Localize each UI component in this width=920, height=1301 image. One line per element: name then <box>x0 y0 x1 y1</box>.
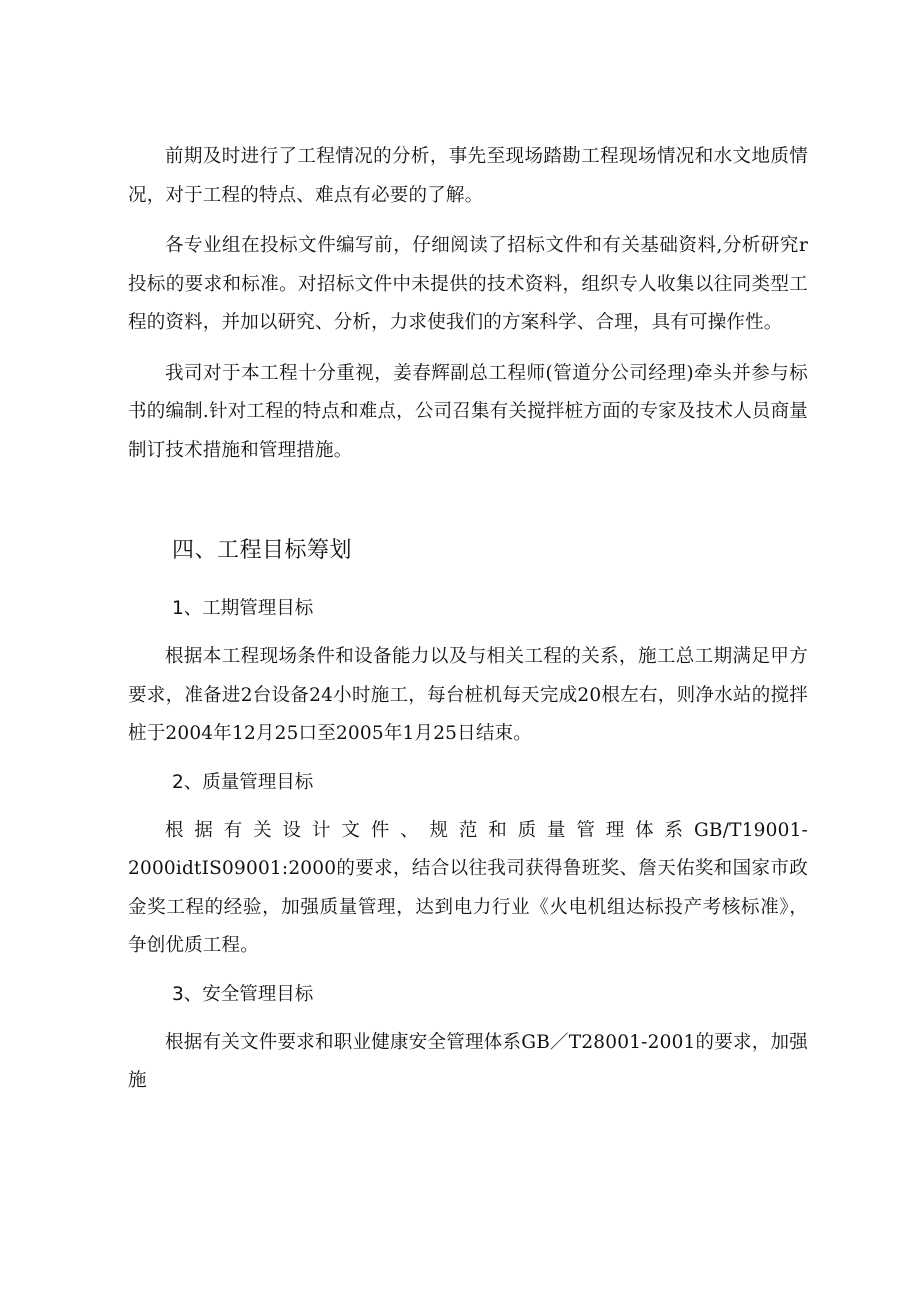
subsection-body-schedule: 根据本工程现场条件和设备能力以及与相关工程的关系，施工总工期满足甲方要求，准备进2台设备24小时施工，每台桩机每天完成20根左右，则净水站的搅拌桩于2004年12月25口至2005年1月25日结束。 <box>128 646 808 744</box>
subsection-title-quality: 2、质量管理目标 <box>172 771 314 793</box>
intro-paragraph-2: 各专业组在投标文件编写前，仔细阅读了招标文件和有关基础资料,分析研究r投标的要求和标准。对招标文件中未提供的技术资料，组织专人收集以往同类型工程的资料，并加以研究、分析，力求使我们的方案科学、合理，具有可操作性。 <box>128 235 808 333</box>
subsection-body-quality: 根据有关设计文件、规范和质量管理体系GB/T19001-2000idtIS09001:2000的要求，结合以往我司获得鲁班奖、詹天佑奖和国家市政金奖工程的经验，加强质量管理，达到电力行业《火电机组达标投产考核标准》，争创优质工程。 <box>128 819 808 956</box>
section-heading: 四、工程目标筹划 <box>172 538 353 563</box>
intro-paragraph-1: 前期及时进行了工程情况的分析，事先至现场踏勘工程现场情况和水文地质情况，对于工程的特点、难点有必要的了解。 <box>128 146 808 206</box>
subsection-title-schedule: 1、工期管理目标 <box>172 598 314 619</box>
subsection-title-safety: 3、安全管理目标 <box>172 983 314 1005</box>
intro-paragraph-3: 我司对于本工程十分重视，姜春辉副总工程师(管道分公司经理)牵头并参与标书的编制.针对工程的特点和难点，公司召集有关搅拌桩方面的专家及技术人员商量制订技术措施和管理措施。 <box>128 362 808 461</box>
section-body <box>128 590 808 1101</box>
section-spacer <box>128 470 808 534</box>
subsection-body-safety: 根据有关文件要求和职业健康安全管理体系GB／T28001-2001的要求，加强施 <box>128 1031 808 1091</box>
